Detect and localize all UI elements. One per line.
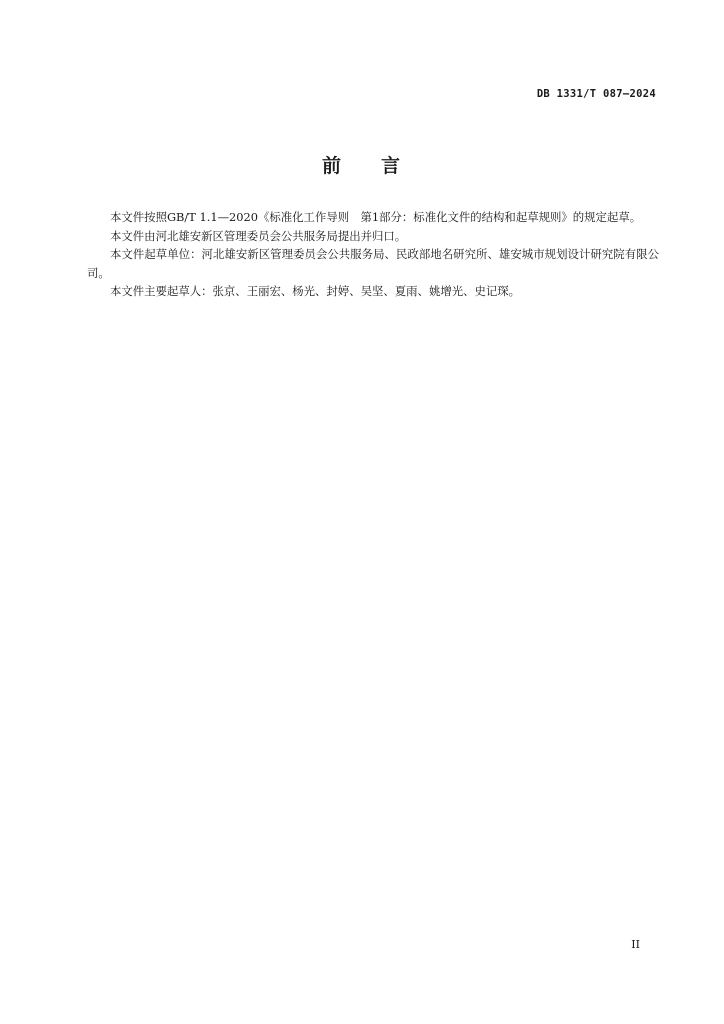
paragraph-drafters: 本文件主要起草人：张京、王丽宏、杨光、封婷、吴坚、夏雨、姚增光、史记琛。 xyxy=(110,284,521,298)
page-title xyxy=(0,151,724,178)
paragraph-proposer: 本文件由河北雄安新区管理委员会公共服务局提出并归口。 xyxy=(110,228,407,243)
title-char-2: 言 xyxy=(381,155,403,177)
page-number: II xyxy=(631,938,640,951)
paragraph-standard-basis: 本文件按照GB/T 1.1—2020《标准化工作导则 第1部分：标准化文件的结构和起草规则》的规定起草。 xyxy=(110,210,642,224)
foreword-body xyxy=(87,208,659,301)
paragraph-drafting-units: 本文件起草单位：河北雄安新区管理委员会公共服务局、民政部地名研究所、雄安城市规划设计研究院有限公司。 xyxy=(87,247,659,280)
document-code: DB 1331/T 087—2024 xyxy=(536,88,656,100)
title-char-1: 前 xyxy=(321,155,343,177)
